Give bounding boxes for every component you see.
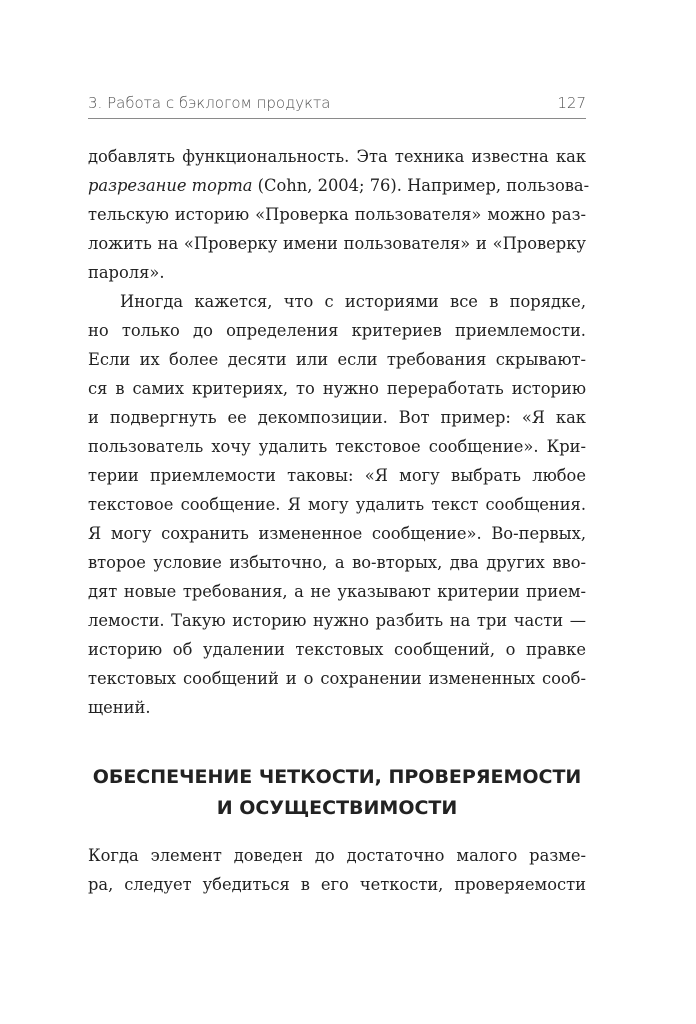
paragraph-2 bbox=[88, 287, 586, 722]
text-line: ся в самих критериях, то нужно переработать историю bbox=[88, 379, 586, 398]
heading-line: ОБЕСПЕЧЕНИЕ ЧЕТКОСТИ, ПРОВЕРЯЕМОСТИ bbox=[92, 766, 582, 788]
text-line bbox=[88, 171, 590, 200]
text-line: второе условие избыточно, а во-вторых, два других вво- bbox=[88, 553, 586, 572]
text-span: (Cohn, 2004; 76). Например, пользова- bbox=[252, 176, 590, 195]
text-line: Иногда кажется, что с историями все в порядке, bbox=[120, 292, 586, 311]
paragraph-1 bbox=[88, 142, 590, 287]
page-number: 127 bbox=[557, 94, 586, 112]
running-header bbox=[88, 92, 586, 119]
text-line: Когда элемент доведен до достаточно малого разме- bbox=[88, 846, 586, 865]
text-line: текстовое сообщение. Я могу удалить текст сообщения. bbox=[88, 495, 586, 514]
text-line: но только до определения критериев приемлемости. bbox=[88, 321, 586, 340]
text-line: добавлять функциональность. Эта техника известна как bbox=[88, 147, 586, 166]
heading-line: И ОСУЩЕСТВИМОСТИ bbox=[216, 797, 458, 819]
text-line: Если их более десяти или если требования скрывают- bbox=[88, 350, 586, 369]
text-line: лемости. Такую историю нужно разбить на три части — bbox=[88, 611, 586, 630]
text-line: дят новые требования, а не указывают критерии прием- bbox=[88, 582, 586, 601]
text-line: пароля». bbox=[88, 263, 165, 282]
text-line: терии приемлемости таковы: «Я могу выбрать любое bbox=[88, 466, 586, 485]
text-line: и подвергнуть ее декомпозиции. Вот пример: «Я как bbox=[88, 408, 586, 427]
section-heading bbox=[88, 762, 586, 824]
text-line: историю об удалении текстовых сообщений, о правке bbox=[88, 640, 586, 659]
chapter-title: 3. Работа с бэклогом продукта bbox=[88, 94, 331, 112]
text-line: текстовых сообщений и о сохранении измененных сооб- bbox=[88, 669, 586, 688]
paragraph-3 bbox=[88, 841, 586, 899]
text-line: пользователь хочу удалить текстовое сообщение». Кри- bbox=[88, 437, 586, 456]
text-line: Я могу сохранить измененное сообщение». Во-первых, bbox=[88, 524, 586, 543]
text-line: тельскую историю «Проверка пользователя» можно раз- bbox=[88, 205, 586, 224]
italic-term: разрезание торта bbox=[88, 176, 253, 195]
text-line: щений. bbox=[88, 698, 151, 717]
text-line: ра, следует убедиться в его четкости, проверяемости bbox=[88, 875, 586, 894]
text-line: ложить на «Проверку имени пользователя» и «Проверку bbox=[88, 234, 586, 253]
